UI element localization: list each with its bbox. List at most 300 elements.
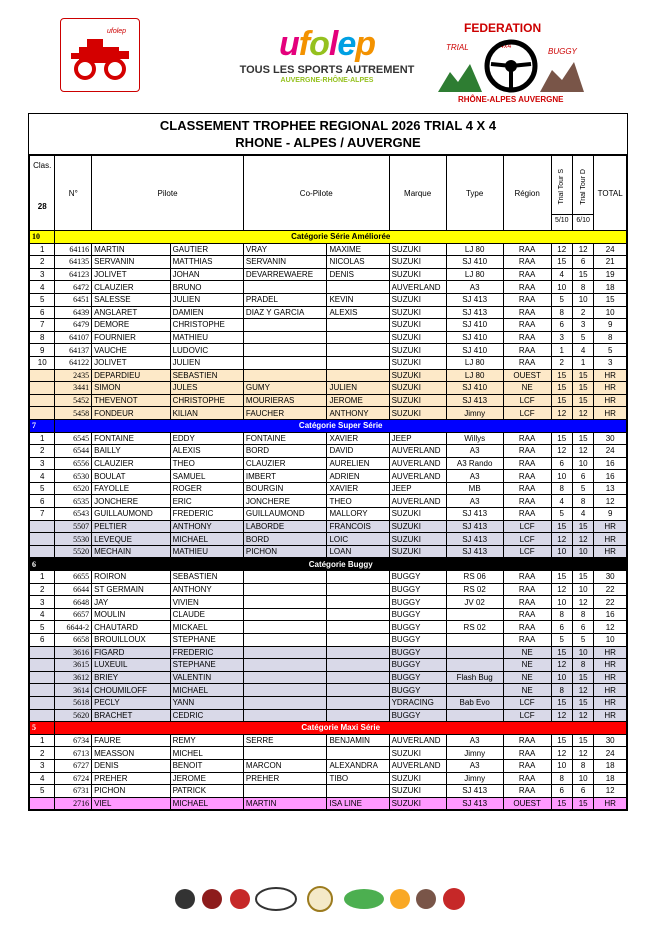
trial-2-cell: 5 [572,634,593,647]
rank-cell [30,659,55,672]
trial-1-cell: 15 [551,432,572,445]
total-cell: 16 [594,457,627,470]
pilot-lastname-cell: LUXEUIL [92,659,170,672]
copilot-lastname-cell [243,671,327,684]
region-cell: RAA [503,432,551,445]
pilot-firstname-cell: BENOIT [170,759,243,772]
pilot-firstname-cell: JULIEN [170,293,243,306]
pilot-lastname-cell: DEPARDIEU [92,369,170,382]
type-cell: SJ 413 [446,545,503,558]
pilot-firstname-cell: JOHAN [170,268,243,281]
col-copilote: Co-Pilote [243,156,389,231]
pilot-lastname-cell: BOULAT [92,470,170,483]
pilot-firstname-cell: LUDOVIC [170,344,243,357]
rank-cell: 1 [30,734,55,747]
table-row [30,482,627,495]
copilot-firstname-cell [327,608,389,621]
rank-cell: 7 [30,508,55,521]
copilot-lastname-cell [243,646,327,659]
table-row [30,709,627,722]
pilot-firstname-cell: JULES [170,382,243,395]
brand-cell: SUZUKI [389,545,446,558]
total-cell: 22 [594,596,627,609]
number-cell: 6439 [55,306,92,319]
region-cell: RAA [503,331,551,344]
copilot-lastname-cell: FAUCHER [243,407,327,420]
pilot-lastname-cell: SERVANIN [92,256,170,269]
brand-cell: AUVERLAND [389,734,446,747]
copilot-lastname-cell: DEVARREWAERE [243,268,327,281]
pilot-firstname-cell: SAMUEL [170,470,243,483]
trial-1-cell: 15 [551,734,572,747]
pilot-firstname-cell: MICHAEL [170,684,243,697]
trial-1-cell: 8 [551,482,572,495]
brand-cell: SUZUKI [389,797,446,810]
pilot-firstname-cell: FREDERIC [170,508,243,521]
sponsor-logo-7 [390,889,410,909]
number-cell: 5618 [55,696,92,709]
number-cell: 6544 [55,445,92,458]
copilot-firstname-cell [327,281,389,294]
region-cell: RAA [503,268,551,281]
table-row [30,268,627,281]
col-marque: Marque [389,156,446,231]
pilot-firstname-cell: STEPHANE [170,634,243,647]
trial-1-cell: 15 [551,797,572,810]
pilot-firstname-cell: VALENTIN [170,671,243,684]
sponsor-logo-9 [443,888,465,910]
region-cell: LCF [503,394,551,407]
rank-cell: 3 [30,596,55,609]
col-type: Type [446,156,503,231]
table-row [30,356,627,369]
copilot-lastname-cell: BOURGIN [243,482,327,495]
region-cell: LCF [503,709,551,722]
copilot-firstname-cell [327,369,389,382]
total-cell: 16 [594,608,627,621]
federation-logo [436,14,586,110]
rank-cell: 5 [30,293,55,306]
total-cell: 21 [594,256,627,269]
trial-2-cell: 15 [572,432,593,445]
svg-text:FEDERATION: FEDERATION [464,21,542,35]
brand-cell: BUGGY [389,671,446,684]
brand-cell: JEEP [389,432,446,445]
type-cell: SJ 410 [446,319,503,332]
trial-2-cell: 12 [572,243,593,256]
rank-cell: 4 [30,608,55,621]
copilot-firstname-cell: TIBO [327,772,389,785]
type-cell [446,659,503,672]
trial-1-cell: 6 [551,319,572,332]
rank-cell [30,646,55,659]
total-cell: 19 [594,268,627,281]
pilot-lastname-cell: SALESSE [92,293,170,306]
table-header-row [30,156,627,231]
total-cell: HR [594,671,627,684]
number-cell: 64123 [55,268,92,281]
trial-2-cell: 3 [572,319,593,332]
number-cell: 6655 [55,571,92,584]
number-cell: 6543 [55,508,92,521]
trial-2-date: 6/10 [573,214,593,227]
type-cell: SJ 413 [446,797,503,810]
type-cell: A3 [446,470,503,483]
trial-1-cell: 4 [551,495,572,508]
type-cell: SJ 410 [446,344,503,357]
trial-1-cell: 15 [551,394,572,407]
copilot-firstname-cell: DAVID [327,445,389,458]
region-cell: RAA [503,319,551,332]
trial-1-cell: 1 [551,344,572,357]
svg-text:BUGGY: BUGGY [548,47,577,56]
total-cell: 18 [594,772,627,785]
pilot-lastname-cell: BROUILLOUX [92,634,170,647]
trial-2-cell: 4 [572,344,593,357]
pilot-lastname-cell: FONDEUR [92,407,170,420]
brand-cell: SUZUKI [389,785,446,798]
copilot-firstname-cell [327,696,389,709]
copilot-firstname-cell: AURELIEN [327,457,389,470]
pilot-firstname-cell: REMY [170,734,243,747]
total-cell: HR [594,545,627,558]
col-pilote: Pilote [92,156,244,231]
table-row [30,734,627,747]
number-cell: 6734 [55,734,92,747]
rank-cell: 2 [30,256,55,269]
number-cell: 64137 [55,344,92,357]
brand-cell: BUGGY [389,709,446,722]
total-cell: 10 [594,306,627,319]
total-cell: HR [594,382,627,395]
total-cell: 8 [594,331,627,344]
number-cell: 3615 [55,659,92,672]
number-cell: 6713 [55,747,92,760]
trial-2-cell: 12 [572,533,593,546]
number-cell: 6657 [55,608,92,621]
brand-cell: SUZUKI [389,319,446,332]
copilot-lastname-cell [243,785,327,798]
pilot-lastname-cell: MOULIN [92,608,170,621]
trial-1-cell: 15 [551,696,572,709]
copilot-lastname-cell [243,634,327,647]
brand-cell: AUVERLAND [389,470,446,483]
total-cell: 15 [594,293,627,306]
copilot-firstname-cell: XAVIER [327,432,389,445]
brand-cell: BUGGY [389,571,446,584]
copilot-lastname-cell [243,747,327,760]
type-cell: LJ 80 [446,243,503,256]
pilot-firstname-cell: ANTHONY [170,583,243,596]
table-row [30,344,627,357]
brand-cell: SUZUKI [389,344,446,357]
copilot-firstname-cell: FRANCOIS [327,520,389,533]
pilot-firstname-cell: FREDERIC [170,646,243,659]
copilot-firstname-cell [327,646,389,659]
trial-2-cell: 12 [572,596,593,609]
trial-2-cell: 12 [572,684,593,697]
category-header [30,558,627,571]
pilot-firstname-cell: EDDY [170,432,243,445]
total-cell: 5 [594,344,627,357]
pilot-lastname-cell: CLAUZIER [92,281,170,294]
number-cell: 6644 [55,583,92,596]
type-cell: A3 [446,734,503,747]
trial-2-cell: 10 [572,646,593,659]
number-cell: 6644-2 [55,621,92,634]
region-cell: NE [503,646,551,659]
trial-1-cell: 15 [551,646,572,659]
total-cell: HR [594,696,627,709]
type-cell: Jimny [446,772,503,785]
col-region: Région [503,156,551,231]
pilot-firstname-cell: DAMIEN [170,306,243,319]
total-count: 28 [37,202,47,211]
number-cell: 5458 [55,407,92,420]
category-name: Catégorie Série Améliorée [55,231,627,244]
ufolep-region: AUVERGNE-RHÔNE-ALPES [280,77,374,84]
copilot-firstname-cell: LOIC [327,533,389,546]
region-cell: RAA [503,457,551,470]
pilot-lastname-cell: BRIEY [92,671,170,684]
number-cell: 6724 [55,772,92,785]
total-cell: 24 [594,445,627,458]
trial-1-cell: 8 [551,608,572,621]
trial-1-cell: 2 [551,356,572,369]
rank-cell: 8 [30,331,55,344]
region-cell: RAA [503,759,551,772]
rank-cell: 3 [30,268,55,281]
region-cell: RAA [503,293,551,306]
region-cell: LCF [503,533,551,546]
pilot-firstname-cell: CLAUDE [170,608,243,621]
type-cell: Jimny [446,407,503,420]
number-cell: 64116 [55,243,92,256]
rank-cell: 3 [30,457,55,470]
region-cell: RAA [503,747,551,760]
brand-cell: AUVERLAND [389,457,446,470]
region-cell: RAA [503,482,551,495]
region-cell: RAA [503,281,551,294]
trial-1-cell: 12 [551,533,572,546]
trial-2-cell: 15 [572,797,593,810]
region-cell: NE [503,671,551,684]
svg-text:4x4: 4x4 [500,43,512,50]
category-count: 7 [30,419,55,432]
sponsor-logo-2 [202,889,222,909]
pilot-lastname-cell: FOURNIER [92,331,170,344]
copilot-firstname-cell: ISA LINE [327,797,389,810]
number-cell: 64135 [55,256,92,269]
pilot-firstname-cell: CEDRIC [170,709,243,722]
copilot-lastname-cell: MARCON [243,759,327,772]
copilot-lastname-cell [243,696,327,709]
type-cell [446,608,503,621]
table-body [30,231,627,810]
trial-1-cell: 5 [551,634,572,647]
number-cell: 5620 [55,709,92,722]
sponsor-logo-5 [308,887,332,911]
type-cell: RS 02 [446,621,503,634]
type-cell: SJ 413 [446,785,503,798]
brand-cell: BUGGY [389,583,446,596]
trial-2-cell: 12 [572,709,593,722]
pilot-firstname-cell: ROGER [170,482,243,495]
trial-2-cell: 15 [572,696,593,709]
pilot-lastname-cell: PELTIER [92,520,170,533]
sponsor-logo-8 [416,889,436,909]
type-cell: SJ 413 [446,520,503,533]
copilot-lastname-cell: LABORDE [243,520,327,533]
copilot-firstname-cell [327,671,389,684]
pilot-lastname-cell: JOLIVET [92,356,170,369]
number-cell: 6658 [55,634,92,647]
trial-1-cell: 15 [551,520,572,533]
rank-cell [30,369,55,382]
copilot-firstname-cell: KEVIN [327,293,389,306]
brand-cell: SUZUKI [389,256,446,269]
pilot-firstname-cell: MICHEL [170,747,243,760]
trial-1-cell: 10 [551,671,572,684]
sponsor-logo-6 [344,889,384,909]
trial-1-cell: 10 [551,759,572,772]
pilot-firstname-cell: VIVIEN [170,596,243,609]
copilot-lastname-cell [243,319,327,332]
region-cell: OUEST [503,797,551,810]
trial-1-cell: 12 [551,709,572,722]
sponsor-logo-1 [175,889,195,909]
trial-2-cell: 15 [572,268,593,281]
table-row [30,571,627,584]
pilot-lastname-cell: DEMORE [92,319,170,332]
table-row [30,646,627,659]
rank-cell: 1 [30,432,55,445]
col-trial-1: Trial Tour S 5/10 [551,156,572,231]
pilot-lastname-cell: CHAUTARD [92,621,170,634]
copilot-firstname-cell: DENIS [327,268,389,281]
pilot-lastname-cell: BRACHET [92,709,170,722]
ufolep-logo [222,26,432,96]
brand-cell: SUZUKI [389,407,446,420]
brand-cell: AUVERLAND [389,759,446,772]
trial-2-cell: 15 [572,671,593,684]
pilot-lastname-cell: JONCHERE [92,495,170,508]
number-cell: 6556 [55,457,92,470]
type-cell: A3 [446,759,503,772]
type-cell: SJ 410 [446,331,503,344]
trial-2-cell: 2 [572,306,593,319]
copilot-firstname-cell [327,596,389,609]
number-cell: 6545 [55,432,92,445]
number-cell: 6727 [55,759,92,772]
table-row [30,306,627,319]
pilot-lastname-cell: FIGARD [92,646,170,659]
region-cell: LCF [503,696,551,709]
rank-cell [30,671,55,684]
table-row [30,621,627,634]
copilot-firstname-cell [327,659,389,672]
trial-1-cell: 10 [551,470,572,483]
type-cell: Bab Evo [446,696,503,709]
trial-2-cell: 10 [572,583,593,596]
brand-cell: SUZUKI [389,369,446,382]
copilot-firstname-cell [327,356,389,369]
total-cell: 22 [594,583,627,596]
rank-cell: 5 [30,785,55,798]
category-count: 5 [30,722,55,735]
total-cell: HR [594,709,627,722]
table-row [30,256,627,269]
copilot-lastname-cell: CLAUZIER [243,457,327,470]
copilot-firstname-cell [327,621,389,634]
table-row [30,785,627,798]
table-row [30,445,627,458]
trial-1-cell: 5 [551,508,572,521]
region-cell: RAA [503,621,551,634]
rank-cell [30,533,55,546]
pilot-firstname-cell: ANTHONY [170,520,243,533]
table-row [30,243,627,256]
brand-cell: JEEP [389,482,446,495]
pilot-firstname-cell: KILIAN [170,407,243,420]
number-cell: 5520 [55,545,92,558]
total-cell: HR [594,369,627,382]
region-cell: RAA [503,243,551,256]
brand-cell: AUVERLAND [389,445,446,458]
total-cell: HR [594,520,627,533]
pilot-lastname-cell: DENIS [92,759,170,772]
trial-2-cell: 6 [572,621,593,634]
pilot-firstname-cell: MICHAEL [170,797,243,810]
pilot-lastname-cell: PECLY [92,696,170,709]
table-row [30,533,627,546]
category-name: Catégorie Maxi Série [55,722,627,735]
type-cell: A3 [446,495,503,508]
pilot-lastname-cell: BAILLY [92,445,170,458]
rank-cell: 5 [30,621,55,634]
brand-cell: SUZUKI [389,293,446,306]
type-cell [446,646,503,659]
brand-cell: SUZUKI [389,394,446,407]
table-row [30,319,627,332]
brand-cell: AUVERLAND [389,495,446,508]
rank-cell [30,520,55,533]
copilot-lastname-cell [243,356,327,369]
trial-2-cell: 8 [572,759,593,772]
number-cell: 2435 [55,369,92,382]
number-cell: 5530 [55,533,92,546]
region-cell: RAA [503,785,551,798]
number-cell: 64107 [55,331,92,344]
copilot-firstname-cell [327,319,389,332]
region-cell: RAA [503,508,551,521]
region-cell: LCF [503,545,551,558]
rank-cell: 7 [30,319,55,332]
region-cell: RAA [503,445,551,458]
trial-2-cell: 15 [572,394,593,407]
brand-cell: SUZUKI [389,331,446,344]
brand-cell: SUZUKI [389,533,446,546]
rank-cell: 2 [30,583,55,596]
trial-1-cell: 10 [551,281,572,294]
trial-1-cell: 12 [551,243,572,256]
rank-cell: 6 [30,634,55,647]
trial-1-cell: 12 [551,445,572,458]
table-row [30,293,627,306]
table-row [30,772,627,785]
trial-1-cell: 8 [551,306,572,319]
total-cell: 12 [594,621,627,634]
